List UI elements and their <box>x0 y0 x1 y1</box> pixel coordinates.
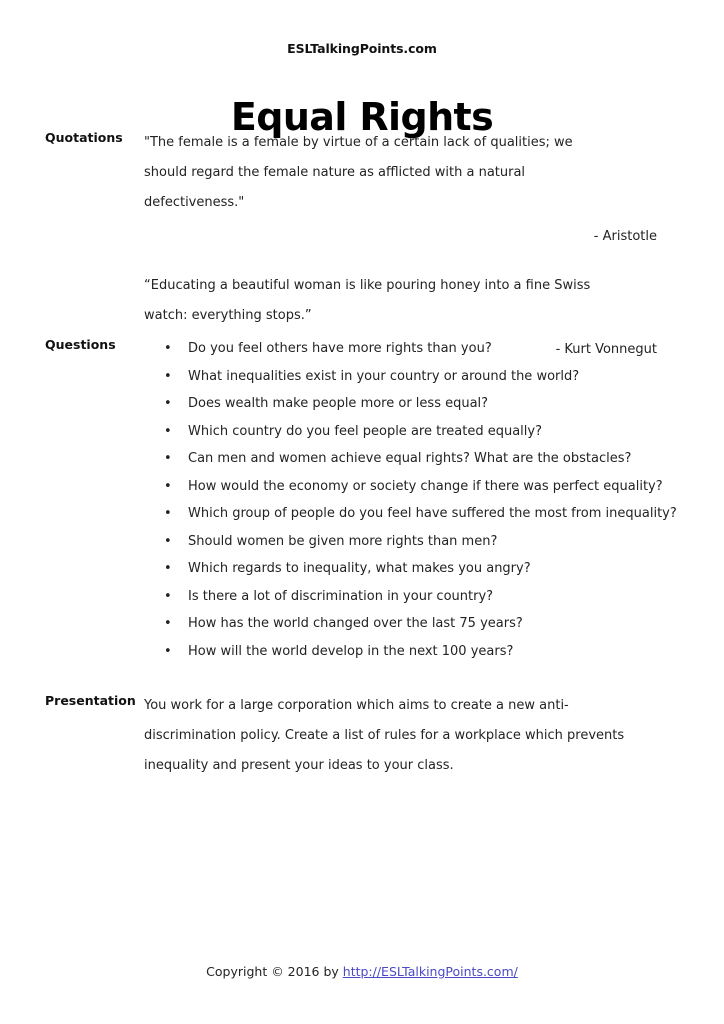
question-item <box>144 473 679 501</box>
presentation-text: You work for a large corporation which aims to create a new anti-discrimination policy. Create a list of rules for a workplace which prevents inequality and present your ideas to your class. <box>144 698 625 773</box>
question-text: Which group of people do you feel have suffered the most from inequality? <box>188 506 677 521</box>
question-item <box>144 390 679 418</box>
question-item <box>144 445 679 473</box>
question-text: Is there a lot of discrimination in your country? <box>188 588 494 604</box>
bullet-icon: • <box>164 643 172 659</box>
questions-section <box>45 335 679 665</box>
question-item <box>144 555 679 583</box>
presentation-section <box>45 691 679 781</box>
question-text: Does wealth make people more or less equal? <box>188 396 489 411</box>
question-item <box>144 500 679 528</box>
presentation-label: Presentation <box>45 693 136 708</box>
question-item <box>144 418 679 446</box>
bullet-icon: • <box>164 396 172 411</box>
bullet-icon: • <box>164 423 172 439</box>
quotation-text: "The female is a female by virtue of a certain lack of qualities; we should regard the female nature as afflicted with a natural defectiveness." <box>144 135 573 210</box>
bullet-icon: • <box>164 506 172 521</box>
question-text: How has the world changed over the last 75 years? <box>188 616 523 631</box>
question-text: How will the world develop in the next 100 years? <box>188 643 514 659</box>
site-name-header: ESLTalkingPoints.com <box>287 41 437 56</box>
bullet-icon: • <box>164 588 172 604</box>
presentation-body <box>144 691 679 781</box>
bullet-icon: • <box>164 478 172 494</box>
question-text: Which country do you feel people are treated equally? <box>188 423 542 439</box>
bullet-icon: • <box>164 368 172 384</box>
question-text: Which regards to inequality, what makes you angry? <box>188 561 531 576</box>
questions-label: Questions <box>45 337 116 352</box>
question-text: Should women be given more rights than men? <box>188 533 498 549</box>
quotation-item <box>144 128 679 252</box>
bullet-icon: • <box>164 341 172 356</box>
question-item <box>144 528 679 556</box>
question-text: Do you feel others have more rights than you? <box>188 341 492 356</box>
page-title: Equal Rights <box>230 95 494 140</box>
bullet-icon: • <box>164 451 172 466</box>
question-text: What inequalities exist in your country or around the world? <box>188 368 580 384</box>
questions-body <box>144 335 679 665</box>
website-link[interactable]: http://ESLTalkingPoints.com/ <box>342 964 518 979</box>
quotations-section <box>45 128 679 365</box>
question-item <box>144 610 679 638</box>
footer <box>0 964 724 979</box>
copyright-text: Copyright © 2016 by <box>206 964 343 979</box>
quotation-spacer <box>144 252 679 271</box>
bullet-icon: • <box>164 533 172 549</box>
questions-list <box>144 335 679 665</box>
question-item <box>144 335 679 363</box>
quotation-attribution: - Aristotle <box>593 229 657 244</box>
question-item <box>144 583 679 611</box>
bullet-icon: • <box>164 616 172 631</box>
quotation-attribution: - Kurt Vonnegut <box>555 342 657 357</box>
question-item <box>144 363 679 391</box>
bullet-icon: • <box>164 561 172 576</box>
question-item <box>144 638 679 666</box>
quotations-label: Quotations <box>45 130 123 145</box>
quotations-body <box>144 128 679 365</box>
question-text: How would the economy or society change if there was perfect equality? <box>188 478 663 494</box>
question-text: Can men and women achieve equal rights? What are the obstacles? <box>188 451 632 466</box>
quotation-text: “Educating a beautiful woman is like pouring honey into a fine Swiss watch: everything stops.” <box>144 278 591 323</box>
